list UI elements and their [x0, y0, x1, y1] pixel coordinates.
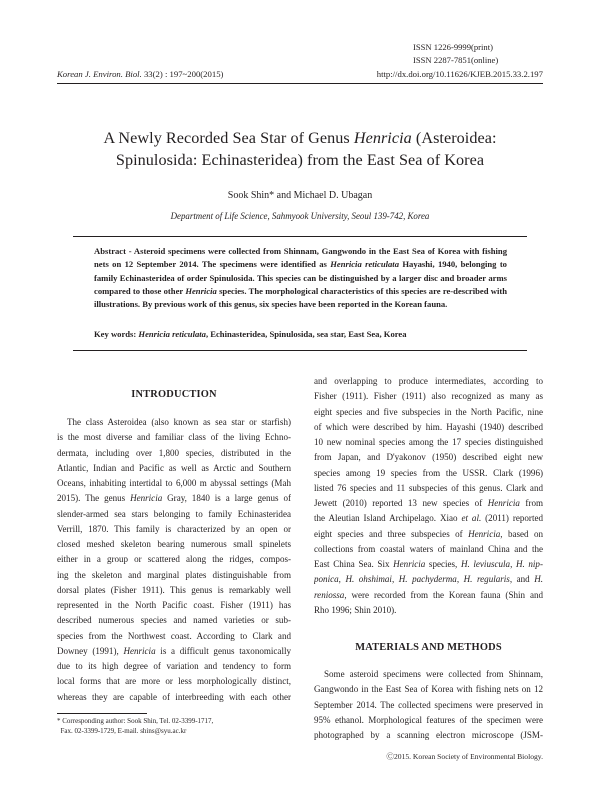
text-line: September 2014. The collected specimens were preserved in [314, 699, 543, 710]
keywords-label: Key words: [94, 329, 137, 339]
footnote-line-1: * Corresponding author: Sook Shin, Tel. 02-3399-1717, [57, 717, 214, 725]
abstract-label: Abstract [94, 246, 126, 256]
text-line: 95% ethanol. Morphological features of the specimen were [314, 714, 543, 725]
title-line-2: Spinulosida: Echinasteridea) from the East Sea of Korea [115, 151, 485, 169]
abstract-species: Henricia reticulata [330, 259, 399, 270]
text-line: slender-armed sea stars belonging to family Echinasteridea [57, 508, 291, 519]
text-line: dorsal plates (Fisher 1911). This genus is remarkably well [57, 584, 291, 595]
issn-print: ISSN 1226-9999(print) [413, 42, 493, 52]
keywords: Key words: Henricia reticulata, Echinasteridea, Spinulosida, sea star, East Sea, Korea [94, 329, 407, 339]
text-line: Atlantic, Indian and Pacific as well as Arctic and Southern [57, 462, 291, 473]
text-line: the Aleutian Island Archipelago. Xiao et al. (2011) reported [314, 513, 543, 524]
issn-block [413, 41, 543, 66]
methods-body [314, 667, 543, 743]
abstract-bottom-rule [73, 350, 527, 351]
text-line: eight species and three subspecies of Henricia, based on [314, 528, 543, 539]
text-line: species among 19 species from the USSR. Clark (1996) [314, 467, 543, 478]
footnote-line-2: Fax. 02-3399-1729, E-mail. shins@syu.ac.kr [57, 727, 187, 735]
text-line: is the most diverse and familiar class of the living Echno- [57, 432, 291, 443]
text-line: reniossa, were recorded from the Korean fauna (Shin and [314, 589, 543, 600]
text-line: of which were described by him. Hayashi (1940) described [314, 421, 543, 432]
text-line: collections from coastal waters of mainland China and the [314, 543, 543, 554]
methods-heading: MATERIALS AND METHODS [355, 642, 502, 653]
text-line: East China Sea. Six Henricia species, H. leviuscula, H. nip- [314, 559, 543, 569]
doi-link[interactable]: http://dx.doi.org/10.11626/KJEB.2015.33.2.197 [376, 69, 543, 79]
text-line: Verrill, 1870. This family is characterized by an open or [57, 523, 291, 534]
text-line: Oceans, inhabiting intertidal to 6,000 m abyssal settings (Mah [57, 478, 291, 488]
text-line: The class Asteroidea (also known as sea star or starfish) [67, 417, 291, 427]
title-genus: Henricia [353, 129, 412, 147]
affiliation: Department of Life Science, Sahmyook University, Seoul 139-742, Korea [170, 211, 430, 221]
text-line: 10 new nominal species among the 17 species distinguished [314, 437, 543, 447]
text-line: from Japan, and D'yakonov (1950) described eight new [314, 452, 543, 463]
title-line-1: A Newly Recorded Sea Star of Genus Henricia (Asteroidea: [103, 129, 497, 147]
text-line: and overlapping to produce intermediates, according to [314, 376, 543, 386]
journal-citation [57, 69, 223, 79]
volume-pages: 33(2) : 197~200(2015) [141, 69, 224, 79]
text-line: listed 76 species and 11 subspecies of this genus. Clark and [314, 482, 543, 493]
header-rule [57, 83, 543, 84]
abstract-top-rule [73, 236, 527, 237]
text-line: ing the skeleton and marginal plates distinguishable from [57, 569, 291, 580]
text-line: photographed by a scanning electron microscope (JSM- [314, 730, 543, 740]
keyword-species: Henricia reticulata [138, 329, 206, 339]
text-line: Jewett (2010) reported 13 new species of Henricia from [314, 498, 543, 508]
journal-name: Korean J. Environ. Biol. [57, 69, 142, 79]
text-line: Some asteroid specimens were collected from Shinnam, [324, 669, 543, 679]
authors: Sook Shin* and Michael D. Ubagan [227, 190, 373, 201]
text-line: ponica, H. ohshimai, H. pachyderma, H. regularis, and H. [314, 574, 543, 585]
text-line: dermata, including over 1,800 species, distributed in the [57, 447, 291, 458]
text-line: due to its high degree of variation and tendency to form [57, 661, 291, 671]
copyright: Ⓒ2015. Korean Society of Environmental Biology. [386, 752, 543, 761]
introduction-body [57, 415, 291, 705]
text-line: local forms that are more or less morphologically distinct, [57, 676, 291, 687]
footnote-rule [57, 713, 147, 714]
text-line: Downey (1991), Henricia is a difficult genus taxonomically [57, 645, 291, 656]
abstract: Abstract - Asteroid specimens were collected from Shinnam, Gangwondo in the East Sea of Korea with fishing nets on 12 September 2014. The specimens were identified as Henricia reticulata Hayashi, 1940, belonging to family Echinasteridea of order Spinulosida. This species can be distinguished by a larger disc and broader arms compared to those other Henricia species. The morphological characteristics of this species are re-described with illustrations. By previous work of this genus, six species have been reported in the Korean fauna. [94, 246, 507, 310]
text-line: 2015). The genus Henricia Gray, 1840 is a large genus of [57, 493, 291, 504]
text-line: represented in the North Pacific coast. Fisher (1911) has [57, 600, 291, 610]
corresponding-author-footnote [57, 716, 213, 736]
text-line: Rho 1996; Shin 2010). [314, 604, 397, 615]
text-line: described numerous species and named varieties or sub- [57, 615, 291, 626]
text-line: eight species and five subspecies in the North Pacific, nine [314, 406, 543, 417]
text-line: either in a group or scattered along the ridges, compos- [57, 554, 291, 565]
text-line: Gangwondo in the East Sea of Korea with fishing nets on 12 [314, 684, 543, 695]
text-line: species from the Northwest coast. According to Clark and [57, 630, 291, 641]
introduction-heading: INTRODUCTION [131, 389, 217, 400]
text-line: Fisher (1911). Fisher (1911) also recognized as many as [314, 391, 543, 402]
introduction-continued [314, 374, 543, 618]
running-header [57, 69, 543, 79]
text-line: closed meshed skeleton bearing numerous small spinelets [57, 539, 291, 549]
text-line: whereas they are capable of interbreeding with each other [57, 691, 291, 702]
paper-title [57, 127, 543, 171]
issn-online: ISSN 2287-7851(online) [413, 54, 499, 65]
